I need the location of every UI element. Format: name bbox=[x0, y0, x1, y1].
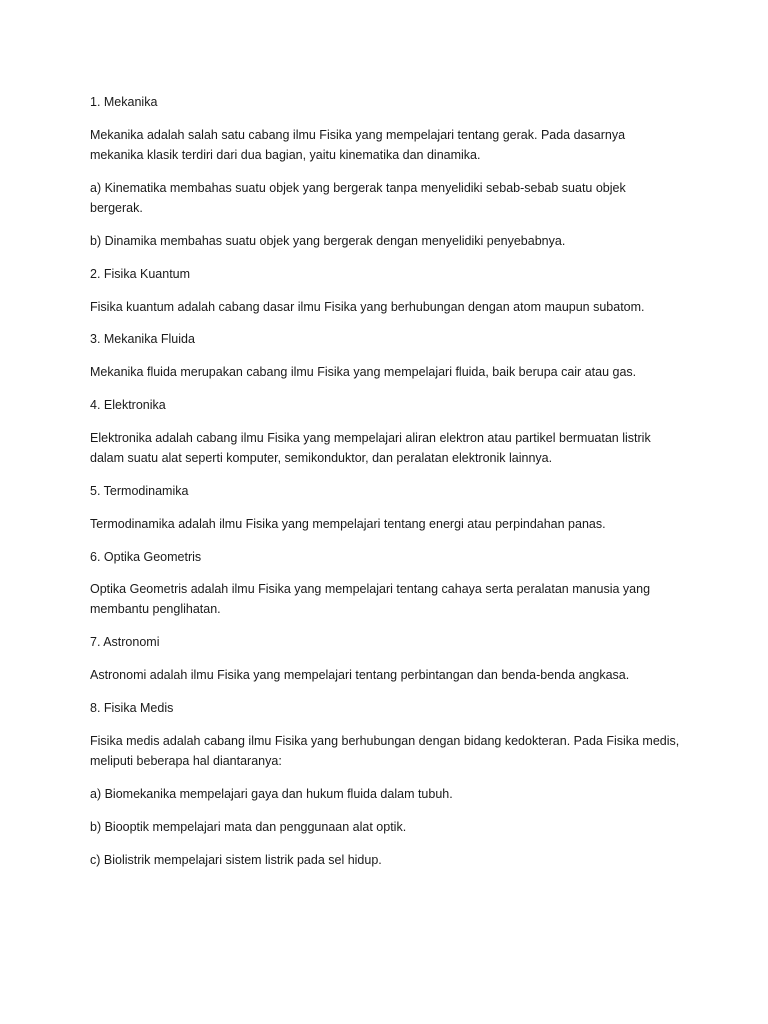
text-line: Fisika medis adalah cabang ilmu Fisika yang berhubungan dengan bidang kedokteran. Pada Fisika medis, bbox=[90, 734, 680, 748]
paragraph-fisika-medis bbox=[90, 731, 690, 771]
heading-elektronika: 4. Elektronika bbox=[90, 398, 166, 412]
list-item-dinamika: b) Dinamika membahas suatu objek yang bergerak dengan menyelidiki penyebabnya. bbox=[90, 234, 566, 248]
heading-fisika-medis: 8. Fisika Medis bbox=[90, 701, 174, 715]
text-line: Mekanika adalah salah satu cabang ilmu Fisika yang mempelajari tentang gerak. Pada dasarnya bbox=[90, 128, 626, 142]
heading-termodinamika: 5. Termodinamika bbox=[90, 484, 189, 498]
text-line: Elektronika adalah cabang ilmu Fisika yang mempelajari aliran elektron atau partikel bermuatan listrik bbox=[90, 431, 651, 445]
heading-mekanika: 1. Mekanika bbox=[90, 95, 158, 109]
list-item-biomekanika: a) Biomekanika mempelajari gaya dan hukum fluida dalam tubuh. bbox=[90, 787, 453, 801]
paragraph-termodinamika: Termodinamika adalah ilmu Fisika yang mempelajari tentang energi atau perpindahan panas. bbox=[90, 517, 606, 531]
text-line: Optika Geometris adalah ilmu Fisika yang mempelajari tentang cahaya serta peralatan manusia yang bbox=[90, 582, 651, 596]
paragraph-elektronika bbox=[90, 428, 690, 468]
text-line: meliputi beberapa hal diantaranya: bbox=[90, 754, 282, 768]
text-line: bergerak. bbox=[90, 201, 143, 215]
text-line: dalam suatu alat seperti komputer, semikonduktor, dan peralatan elektronik lainnya. bbox=[90, 451, 553, 465]
text-line: mekanika klasik terdiri dari dua bagian, yaitu kinematika dan dinamika. bbox=[90, 148, 481, 162]
paragraph-fisika-kuantum: Fisika kuantum adalah cabang dasar ilmu Fisika yang berhubungan dengan atom maupun subatom. bbox=[90, 300, 645, 314]
paragraph-mekanika bbox=[90, 125, 690, 165]
heading-astronomi: 7. Astronomi bbox=[90, 635, 160, 649]
text-line: a) Kinematika membahas suatu objek yang bergerak tanpa menyelidiki sebab-sebab suatu objek bbox=[90, 181, 626, 195]
text-line: membantu penglihatan. bbox=[90, 602, 221, 616]
paragraph-astronomi: Astronomi adalah ilmu Fisika yang mempelajari tentang perbintangan dan benda-benda angkasa. bbox=[90, 668, 630, 682]
heading-optika-geometris: 6. Optika Geometris bbox=[90, 550, 202, 564]
paragraph-mekanika-fluida: Mekanika fluida merupakan cabang ilmu Fisika yang mempelajari fluida, baik berupa cair atau gas. bbox=[90, 365, 637, 379]
list-item-kinematika bbox=[90, 178, 690, 218]
heading-fisika-kuantum: 2. Fisika Kuantum bbox=[90, 267, 191, 281]
list-item-biooptik: b) Biooptik mempelajari mata dan penggunaan alat optik. bbox=[90, 820, 407, 834]
heading-mekanika-fluida: 3. Mekanika Fluida bbox=[90, 332, 195, 346]
list-item-biolistrik: c) Biolistrik mempelajari sistem listrik pada sel hidup. bbox=[90, 853, 382, 867]
paragraph-optika-geometris bbox=[90, 579, 690, 619]
